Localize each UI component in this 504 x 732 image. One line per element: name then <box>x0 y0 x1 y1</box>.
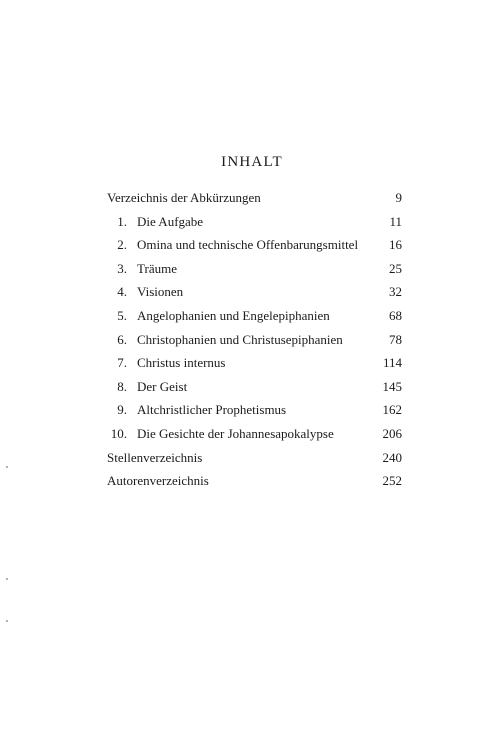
toc-entry-label: Christus internus <box>137 355 226 371</box>
toc-entry <box>107 375 402 399</box>
toc-entry-label: Die Aufgabe <box>137 213 204 229</box>
toc-entry-number: 9. <box>117 402 127 418</box>
toc-entry-page: 162 <box>382 402 402 418</box>
toc-entry-page: 252 <box>382 473 402 489</box>
toc-entry-number: 10. <box>110 425 127 441</box>
toc-entry-page: 32 <box>389 284 402 300</box>
toc-entry <box>107 446 402 470</box>
toc-entry <box>107 210 402 234</box>
toc-entry-page: 114 <box>382 355 402 371</box>
toc-entry-label: Verzeichnis der Abkürzungen <box>107 190 261 205</box>
toc-entry-page: 145 <box>382 378 402 394</box>
toc-entry-page: 240 <box>382 449 402 465</box>
toc-entry-page: 9 <box>395 190 402 205</box>
toc-entry <box>107 351 402 375</box>
toc-entry <box>107 304 402 328</box>
toc-entry-number: 8. <box>117 378 127 394</box>
toc-entry-label: Die Gesichte der Johannesapokalypse <box>137 425 334 441</box>
toc-entry-page: 25 <box>389 260 402 276</box>
toc-entry-label: Autorenverzeichnis <box>107 473 209 489</box>
toc-entry-label: Träume <box>137 260 177 276</box>
toc-entry <box>107 328 402 352</box>
toc-entry-number: 5. <box>117 307 127 323</box>
toc-entry-number: 3. <box>117 260 127 276</box>
toc-entry-label: Angelophanien und Engelepiphanien <box>137 307 330 323</box>
toc-entry <box>107 280 402 304</box>
toc-list <box>107 186 402 493</box>
toc-entry-label: Omina und technische Offenbarungsmittel <box>137 237 359 253</box>
toc-entry <box>107 469 402 493</box>
toc-entry-page: 16 <box>389 237 402 253</box>
toc-entry-number: 7. <box>117 355 127 371</box>
toc-entry-page: 11 <box>389 213 402 229</box>
toc-entry <box>107 233 402 257</box>
toc-entry-page: 68 <box>389 307 402 323</box>
toc-entry <box>107 422 402 446</box>
scan-speck <box>6 620 8 622</box>
toc-entry-label: Stellenverzeichnis <box>107 449 203 465</box>
toc-entry-page: 206 <box>382 425 402 441</box>
toc-entry <box>107 398 402 422</box>
toc-entry <box>107 186 402 210</box>
scan-speck <box>6 578 8 580</box>
toc-entry <box>107 257 402 281</box>
toc-entry-page: 78 <box>389 331 402 347</box>
toc-entry-number: 1. <box>117 213 127 229</box>
toc-entry-label: Der Geist <box>137 378 188 394</box>
toc-entry-label: Altchristlicher Prophetismus <box>137 402 287 418</box>
toc-entry-label: Christophanien und Christusepiphanien <box>137 331 343 347</box>
scan-speck <box>6 466 8 468</box>
toc-title: INHALT <box>221 154 283 170</box>
toc-entry-label: Visionen <box>137 284 184 300</box>
toc-entry-number: 2. <box>117 237 127 253</box>
toc-entry-number: 4. <box>117 284 127 300</box>
toc-entry-number: 6. <box>117 331 127 347</box>
